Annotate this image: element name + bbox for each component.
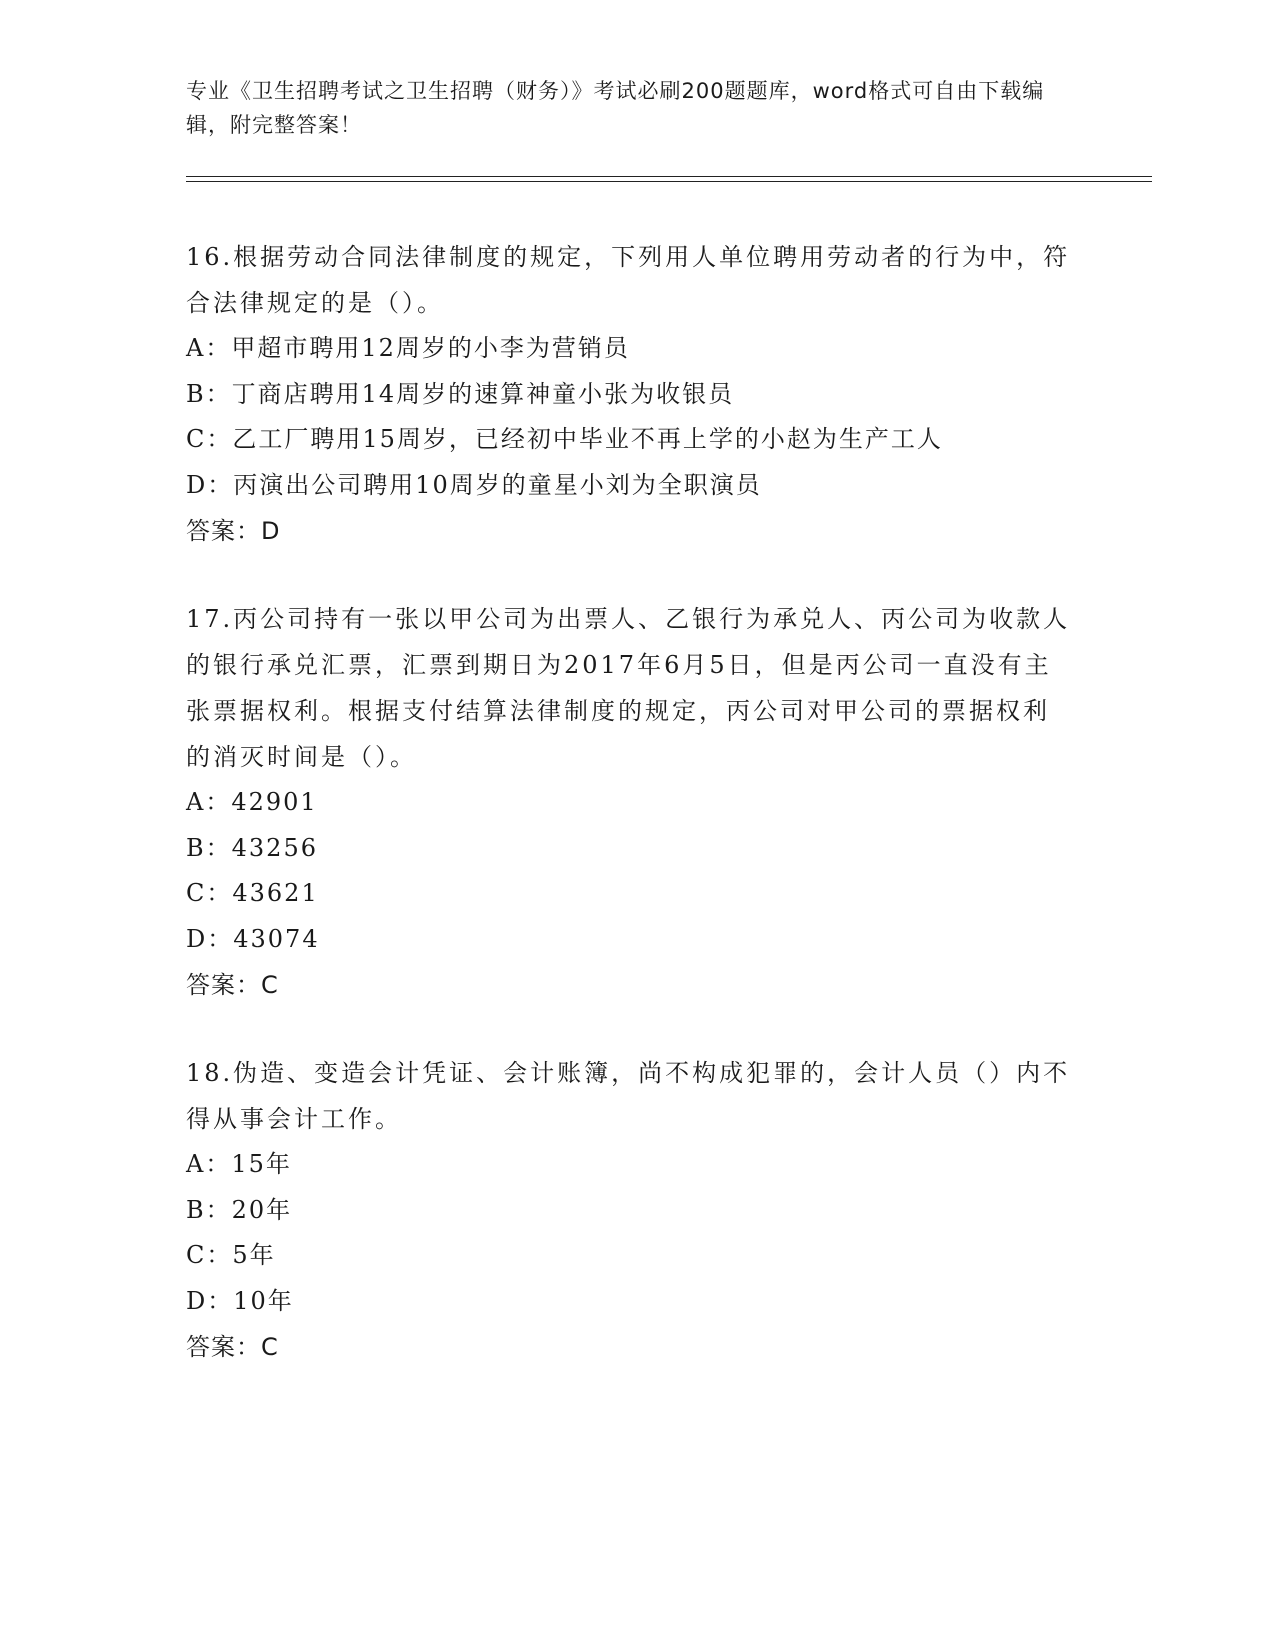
option-c: C：乙工厂聘用15周岁，已经初中毕业不再上学的小赵为生产工人: [186, 425, 943, 453]
header-divider-top: [186, 176, 1152, 177]
option-c: C：43621: [186, 879, 319, 907]
option-d: D：丙演出公司聘用10周岁的童星小刘为全职演员: [186, 470, 762, 499]
option-d: D：43074: [186, 924, 320, 953]
option-d: D：10年: [186, 1286, 294, 1315]
question-16: [186, 234, 1076, 554]
option-a: A：42901: [186, 788, 318, 816]
option-a: A：15年: [186, 1150, 292, 1178]
option-b: B：20年: [186, 1195, 293, 1224]
answer: 答案：C: [186, 1333, 279, 1361]
document-header: 专业《卫生招聘考试之卫生招聘（财务）》考试必刷200题题库，word格式可自由下载编辑，附完整答案！: [186, 79, 1045, 137]
question-stem: 18.伪造、变造会计凭证、会计账簿，尚不构成犯罪的，会计人员（）内不得从事会计工作。: [186, 1059, 1071, 1133]
answer: 答案：D: [186, 517, 281, 545]
option-b: B：丁商店聘用14周岁的速算神童小张为收银员: [186, 379, 735, 408]
question-stem: 17.丙公司持有一张以甲公司为出票人、乙银行为承兑人、丙公司为收款人的银行承兑汇票，汇票到期日为2017年6月5日，但是丙公司一直没有主张票据权利。根据支付结算法律制度的规定，丙公司对甲公司的票据权利的消灭时间是（）。: [186, 605, 1071, 771]
question-18: [186, 1050, 1076, 1370]
option-c: C：5年: [186, 1241, 276, 1269]
question-17: [186, 596, 1076, 1008]
header-divider-bottom: [186, 181, 1152, 182]
option-a: A：甲超市聘用12周岁的小李为营销员: [186, 334, 630, 362]
option-b: B：43256: [186, 833, 318, 862]
question-stem: 16.根据劳动合同法律制度的规定，下列用人单位聘用劳动者的行为中，符合法律规定的是（）。: [186, 243, 1071, 317]
answer: 答案：C: [186, 971, 279, 999]
